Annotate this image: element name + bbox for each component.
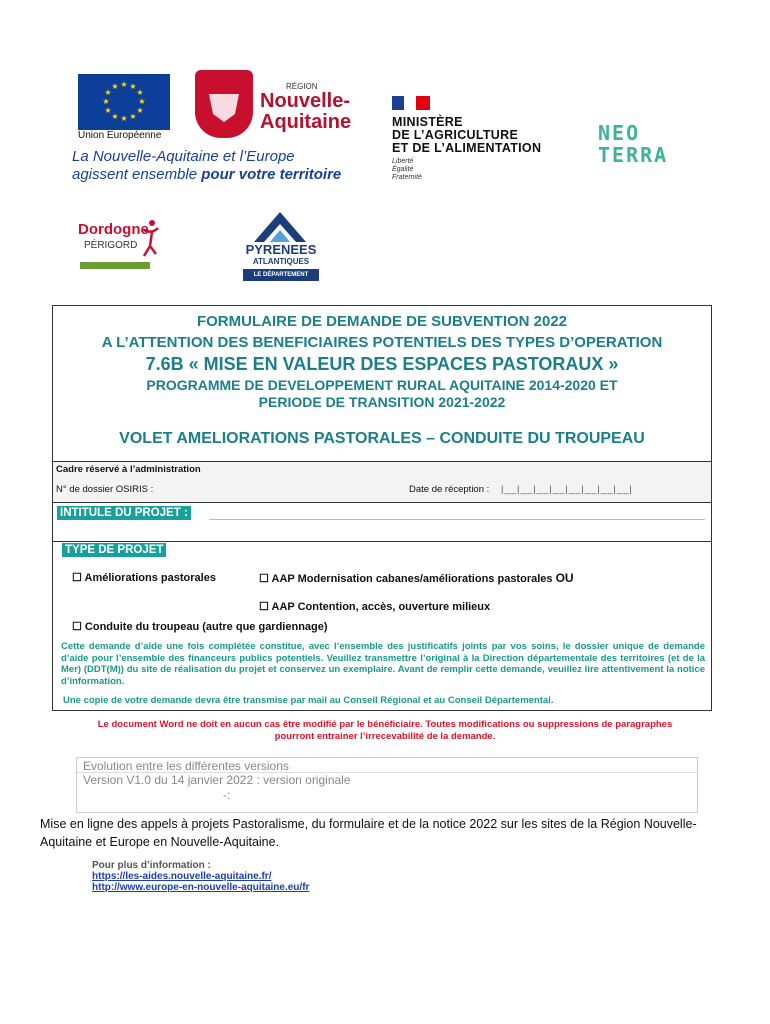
perigord-text: PÉRIGORD	[84, 240, 138, 251]
project-type-label: TYPE DE PROJET	[62, 543, 166, 557]
marianne-flag-icon	[392, 96, 430, 110]
atlantiques-text: ATLANTIQUES	[252, 257, 310, 266]
checkbox-aap-modernisation[interactable]	[259, 571, 574, 585]
eu-flag-logo	[78, 74, 170, 130]
project-title-field[interactable]	[209, 519, 705, 520]
departement-text: LE DÉPARTEMENT	[243, 269, 319, 281]
title-line3: 7.6B « MISE EN VALEUR DES ESPACES PASTORAUX »	[145, 354, 619, 374]
eu-slogan-line1: La Nouvelle-Aquitaine et l’Europe	[72, 148, 295, 165]
eu-stars-icon	[78, 74, 170, 130]
section-divider	[53, 541, 711, 542]
motto-fraternite: Fraternité	[392, 174, 422, 181]
ministere-line3: ET DE L’ALIMENTATION	[392, 141, 542, 155]
form-title-box	[52, 305, 712, 461]
svg-text:★: ★	[120, 114, 128, 123]
motto-liberte: Liberté	[392, 158, 414, 165]
svg-text:★: ★	[102, 97, 110, 106]
eu-slogan	[72, 148, 341, 184]
svg-text:★: ★	[120, 80, 128, 89]
project-box	[52, 503, 712, 711]
dordogne-logo	[78, 222, 149, 254]
reception-date-field[interactable]: |__|__|__|__|__|__|__|__|	[501, 484, 633, 495]
terra-text: TERRA	[598, 143, 669, 167]
checkbox-conduite-troupeau[interactable]: ☐ Conduite du troupeau (autre que gardiennage)	[72, 621, 328, 633]
pyrenees-mountain-icon	[250, 208, 310, 244]
title-line1: FORMULAIRE DE DEMANDE DE SUBVENTION 2022	[196, 313, 568, 330]
submission-notice: Cette demande d’aide une fois complétée constitue, avec l’ensemble des justificatifs joints par vos soins, le dossier unique de demande d’aide pour l’ensemble des financeurs publics potentiels. Veuillez transmettre l’original à la Direction départementale des territoires (et de la Mer) (DDT(M)) du site de réalisation du projet et conservez un exemplaire. Avant de remplir cette demande, veuillez lire attentivement la notice d’information.	[61, 641, 705, 687]
svg-text:★: ★	[104, 106, 112, 115]
svg-text:★: ★	[129, 112, 137, 121]
region-logo-text	[260, 82, 351, 133]
link-europe-nouvelle-aquitaine[interactable]: http://www.europe-en-nouvelle-aquitaine.eu/fr	[92, 882, 310, 893]
ministere-line2: DE L’AGRICULTURE	[392, 128, 519, 142]
eu-slogan-line2b: pour votre territoire	[201, 166, 342, 183]
admin-title: Cadre réservé à l’administration	[56, 464, 201, 475]
title-line2: A L’ATTENTION DES BENEFICIAIRES POTENTIELS DES TYPES D’OPERATION	[101, 334, 663, 351]
more-info-label: Pour plus d’information :	[92, 860, 211, 871]
dordogne-green-bar	[80, 262, 150, 269]
version-header: Evolution entre les différentes versions	[83, 759, 289, 773]
checkbox-ameliorations[interactable]: ☐ Améliorations pastorales	[72, 572, 216, 584]
word-document-warning	[52, 719, 718, 743]
dordogne-figure-icon	[140, 218, 160, 258]
admin-reserved-box	[52, 461, 712, 503]
motto-egalite: Égalité	[392, 166, 414, 173]
neoterra-logo	[598, 122, 668, 166]
republic-motto	[392, 158, 422, 182]
warning-line2: pourront entrainer l’irrecevabilité de la demande.	[274, 731, 496, 742]
ministere-logo-text	[392, 116, 541, 155]
pyrenees-logo-text	[243, 244, 319, 281]
svg-text:★: ★	[111, 112, 119, 121]
dordogne-text: Dordogne	[78, 221, 149, 238]
region-name-2: Aquitaine	[260, 111, 352, 133]
region-name-1: Nouvelle-	[260, 90, 351, 112]
eu-slogan-line2a: agissent ensemble	[72, 166, 202, 183]
version-row2: -:	[223, 788, 231, 802]
region-label: RÉGION	[286, 82, 318, 91]
ministere-line1: MINISTÈRE	[392, 115, 463, 129]
or-label: OU	[555, 571, 574, 585]
more-info-block	[92, 860, 309, 893]
osiris-dossier-label: N° de dossier OSIRIS :	[56, 484, 154, 495]
svg-text:★: ★	[129, 82, 137, 91]
checkbox-aap-contention[interactable]: ☐ AAP Contention, accès, ouverture milieux	[259, 601, 491, 613]
title-line4: PROGRAMME DE DEVELOPPEMENT RURAL AQUITAINE 2014-2020 ET	[146, 377, 618, 393]
version-row1: Version V1.0 du 14 janvier 2022 : version originale	[83, 773, 351, 787]
warning-line1: Le document Word ne doit en aucun cas être modifié par le bénéficiaire. Toutes modifications ou suppressions de paragraphes	[97, 719, 673, 730]
svg-text:★: ★	[111, 82, 119, 91]
title-line6: VOLET AMELIORATIONS PASTORALES – CONDUITE DU TROUPEAU	[119, 430, 645, 447]
eu-caption: Union Européenne	[78, 130, 162, 141]
version-history-box	[76, 757, 698, 813]
svg-text:★: ★	[136, 88, 144, 97]
reception-date-label: Date de réception :	[409, 484, 490, 495]
copy-notice: Une copie de votre demande devra être transmise par mail au Conseil Régional et au Conseil Départemental.	[63, 695, 554, 706]
svg-text:★: ★	[104, 88, 112, 97]
aap-modernisation-label: ☐ AAP Modernisation cabanes/améliorations pastorales	[259, 573, 553, 585]
svg-text:★: ★	[136, 106, 144, 115]
link-les-aides[interactable]: https://les-aides.nouvelle-aquitaine.fr/	[92, 871, 272, 882]
project-title-label: INTITULE DU PROJET :	[57, 506, 191, 520]
online-publication-text: Mise en ligne des appels à projets Pastoralisme, du formulaire et de la notice 2022 sur les sites de la Région Nouvelle-Aquitaine et Europe en Nouvelle-Aquitaine.	[40, 817, 697, 849]
title-line5: PERIODE DE TRANSITION 2021-2022	[258, 394, 506, 410]
pyrenees-text: PYRENEES	[245, 242, 317, 257]
svg-text:★: ★	[138, 97, 146, 106]
neo-text: NEO	[598, 121, 641, 145]
region-shield-logo	[195, 70, 253, 138]
